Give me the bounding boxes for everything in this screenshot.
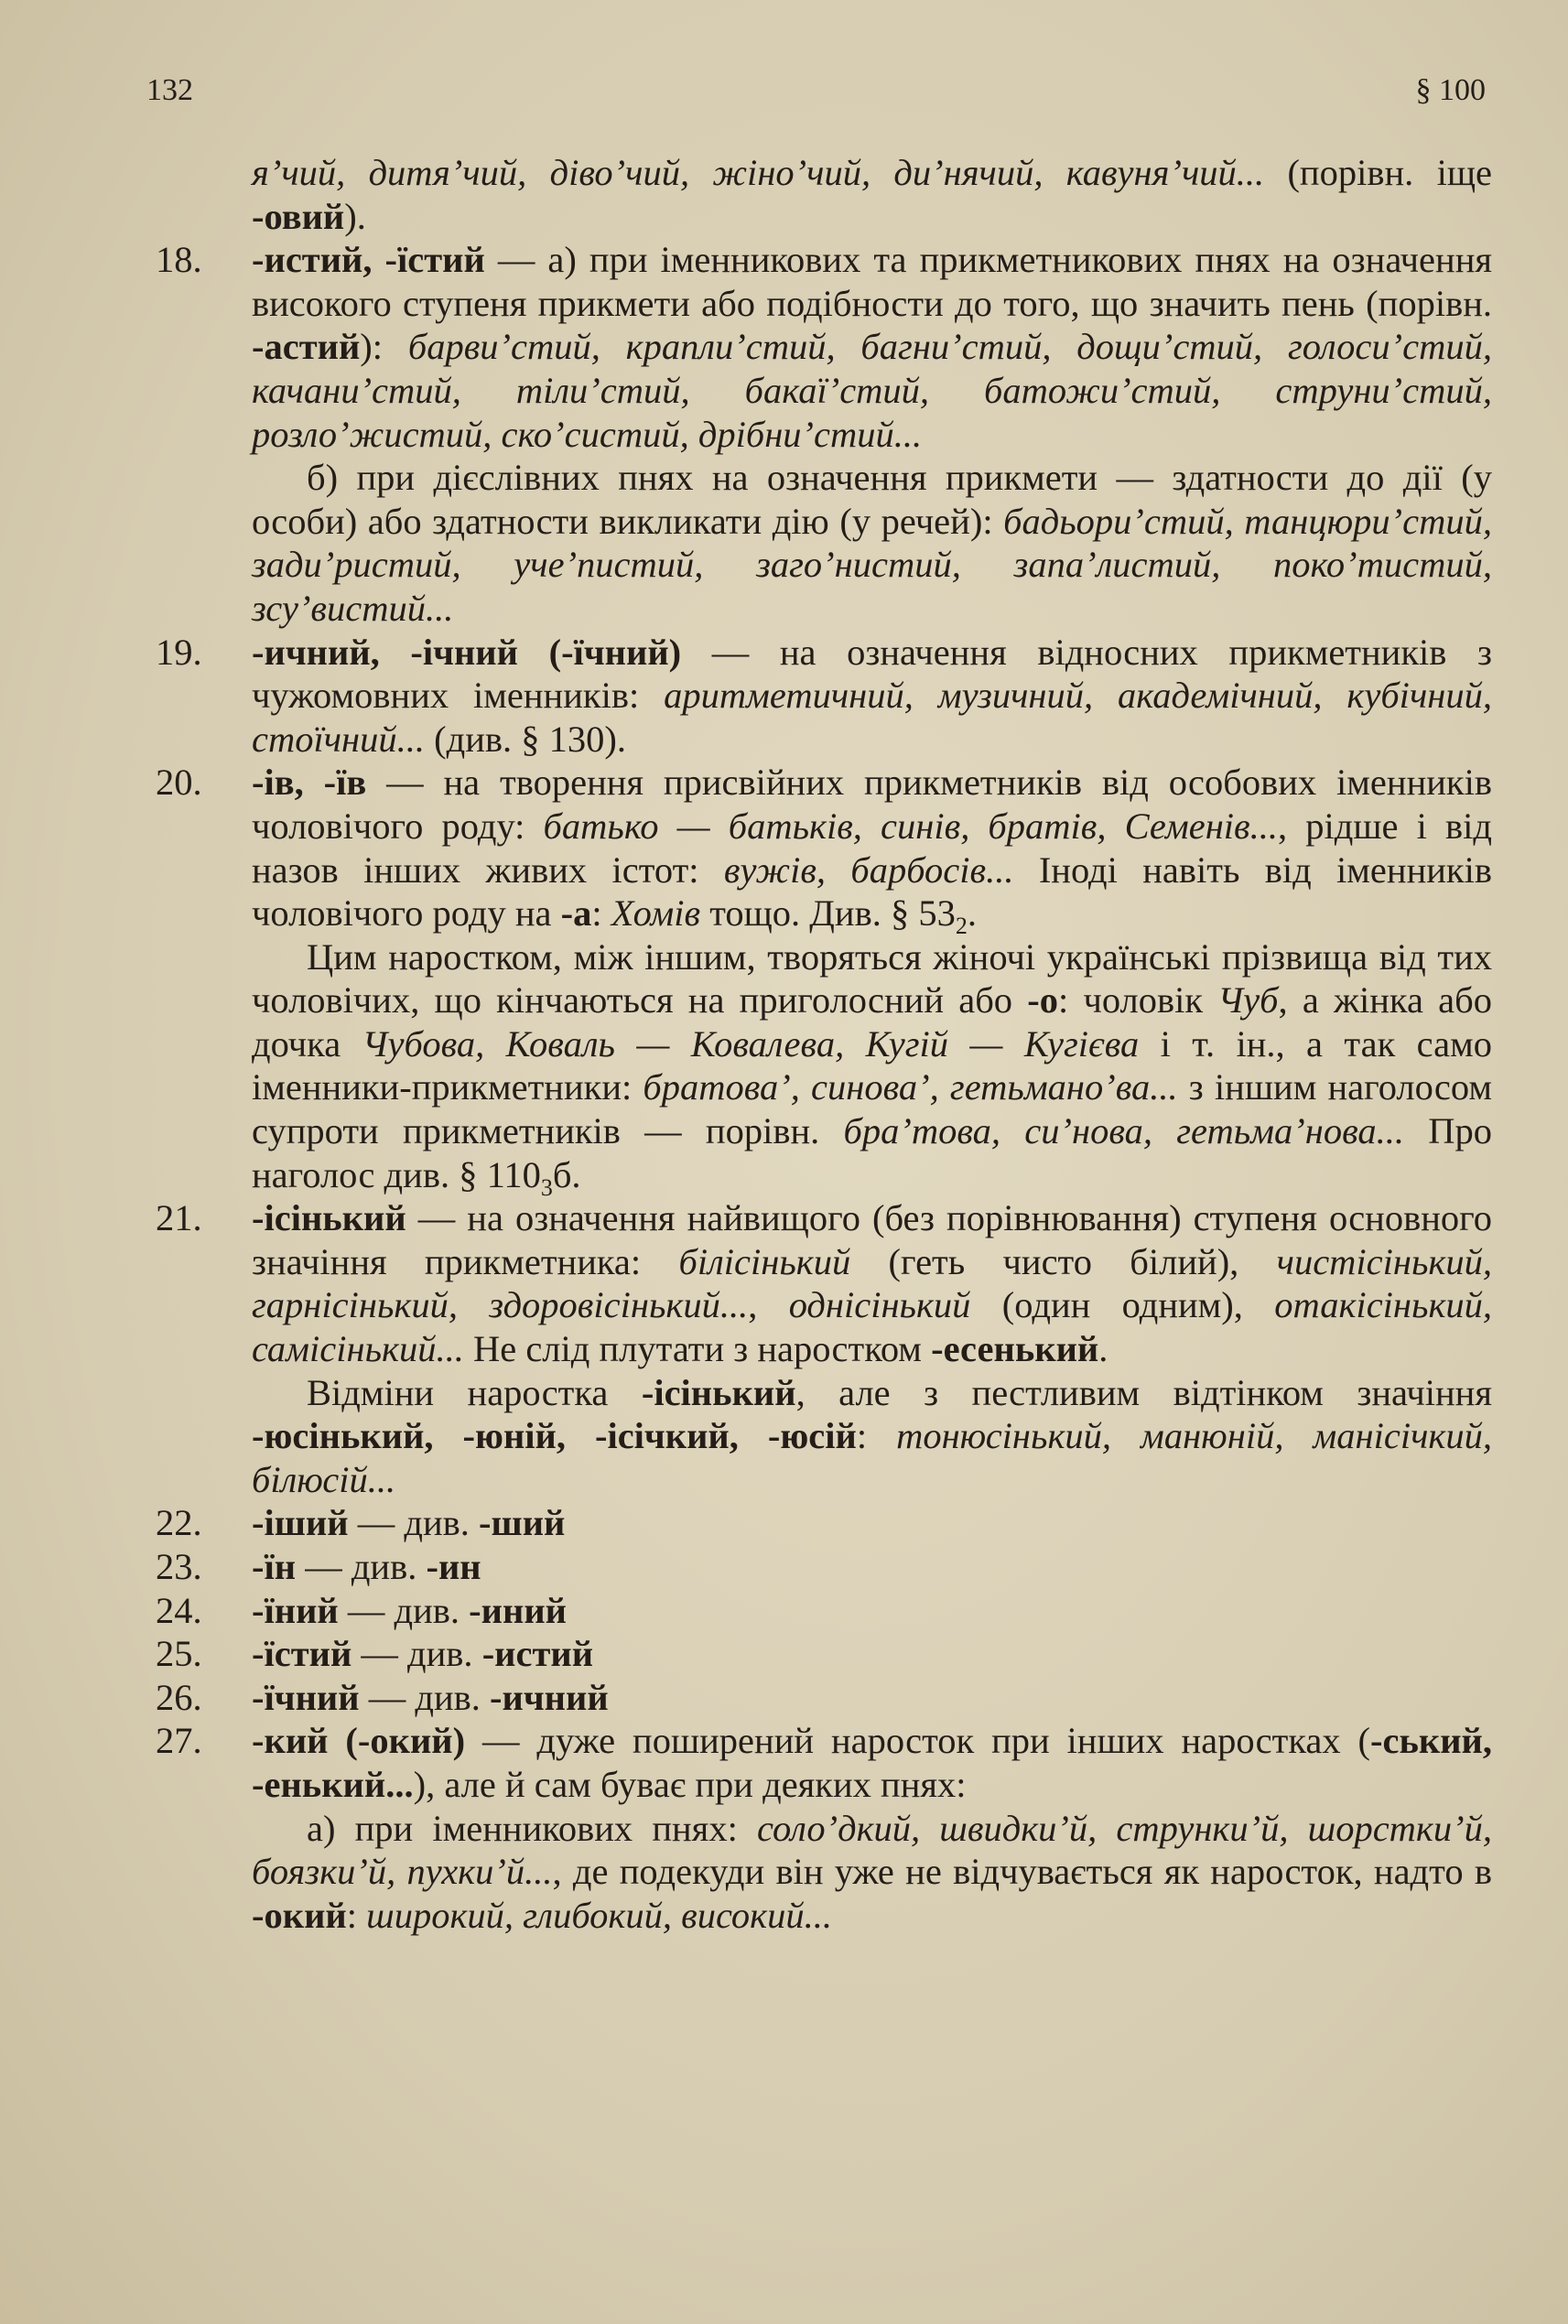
text-run: ).: [344, 195, 366, 237]
item-paragraph: [252, 1807, 1492, 1938]
text-run: — див.: [351, 1633, 482, 1675]
suffix-term: -ісінький: [252, 1197, 406, 1239]
subscript: 3: [540, 1173, 553, 1201]
text-run: і т. ін., а так само іменники-прикметники:: [252, 1022, 1493, 1108]
text-run: тощо. Див. § 53: [700, 892, 956, 935]
text-run: — див.: [348, 1502, 480, 1544]
example-words: однісінький: [788, 1284, 971, 1326]
item-number: 24.: [156, 1589, 202, 1631]
text-run: — див.: [359, 1676, 490, 1718]
text-run: : чоловік: [1058, 979, 1218, 1021]
example-words: чистісінький, гарнісінький, здоровісінький...: [252, 1240, 1492, 1326]
item-paragraph: [252, 1371, 1492, 1502]
suffix-term: -иний: [469, 1589, 567, 1631]
list-item: [156, 631, 1492, 762]
text-run: а) при іменникових пнях:: [307, 1807, 757, 1849]
suffix-term: -їчний: [252, 1676, 360, 1718]
item-number: 18.: [156, 239, 202, 281]
text-run: ,: [748, 1284, 789, 1326]
example-words: Хомів: [611, 892, 701, 935]
item-number: 27.: [156, 1720, 202, 1762]
text-run: :: [346, 1894, 367, 1936]
item-paragraph: [252, 631, 1492, 762]
item-number: 21.: [156, 1197, 202, 1239]
text-run: .: [1098, 1328, 1108, 1370]
item-paragraph: [252, 1676, 1492, 1720]
suffix-term: -истий: [481, 1633, 594, 1675]
suffix-term: -їний: [252, 1589, 339, 1631]
list-item: [156, 1676, 1492, 1720]
example-words: барви’стий, крапли’стий, багни’стий, дощи’стий, голоси’стий, качани’стий, тіли’стий, бакаї’стий, батожи’стий, струни’стий, розло’жистий, ско’систий, дрібни’стий...: [252, 326, 1492, 455]
item-paragraph: [252, 1545, 1492, 1589]
example-words: Чуб: [1217, 979, 1279, 1021]
suffix-term: -ісінький: [641, 1371, 796, 1413]
example-words: братова’, синова’, гетьмано’ва...: [643, 1066, 1178, 1108]
intro-continuation: [156, 151, 1492, 238]
suffix-term: -а: [560, 892, 592, 935]
intro-text: [252, 151, 1492, 238]
text-run: ):: [360, 326, 408, 368]
list-item: [156, 238, 1492, 456]
suffix-term: -ин: [426, 1546, 481, 1587]
page-body: [156, 151, 1492, 1937]
text-run: — а) при іменникових та прикметникових пнях на означення високого ступеня прикмети або подібности до того, що значить пень (порівн.: [252, 239, 1493, 324]
item-number: 22.: [156, 1502, 202, 1544]
text-run: , де подекуди він уже не відчувається як наросток, надто в: [552, 1851, 1492, 1893]
section-number: § 100: [1415, 73, 1486, 107]
item-paragraph: [252, 456, 1492, 630]
suffix-term: -окий: [252, 1894, 347, 1936]
list-item: [156, 761, 1493, 1201]
suffix-term: -ський, -енький...: [252, 1720, 1492, 1805]
text-run: :: [856, 1415, 897, 1457]
subscript: 2: [955, 913, 968, 940]
text-run: , а жінка або дочка: [252, 979, 1492, 1065]
item-number: 23.: [156, 1546, 202, 1587]
item-paragraph: [252, 1501, 1492, 1545]
text-run: Про наголос див. § 110: [252, 1110, 1493, 1195]
item-number: 19.: [156, 631, 202, 673]
example-words: вужів, барбосів...: [723, 849, 1014, 891]
text-run: :: [591, 892, 611, 935]
text-run: — на творення присвійних прикметників від особових іменників чоловічого роду:: [252, 762, 1492, 847]
page-number: 132: [146, 73, 193, 107]
suffix-term: -есенький: [931, 1328, 1099, 1370]
suffix-term: -ів, -їв: [252, 762, 367, 804]
list-item: [156, 1632, 1492, 1676]
example-words: бадьори’стий, танцюри’стий, зади’ристий, уче’пистий, заго’нистий, запа’листий, поко’тистий, зсу’вистий...: [252, 500, 1492, 629]
suffix-term: -ичний, -ічний (-їчний): [252, 631, 682, 673]
text-run: (геть чисто білий),: [850, 1240, 1277, 1282]
suffix-term: -овий: [252, 195, 345, 237]
text-run: б.: [552, 1153, 581, 1195]
item-paragraph: [252, 1719, 1492, 1806]
example-words: бра’това, си’нова, гетьма’нова...: [843, 1110, 1405, 1152]
item-paragraph: [252, 1632, 1492, 1676]
suffix-term: -ичний: [490, 1676, 609, 1718]
example-words: білісінький: [678, 1240, 851, 1282]
text-run: Відміни наростка: [307, 1371, 642, 1413]
item-paragraph: [252, 761, 1492, 940]
suffix-term: -астий: [252, 326, 361, 368]
text-run: , рідше і від назов інших живих істот:: [252, 805, 1492, 891]
item-number: 26.: [156, 1676, 202, 1718]
text-run: Цим наростком, між іншим, творяться жіночі українські прізвища від тих чоловічих, що кінчаються на приголосний або: [252, 935, 1492, 1021]
item-number: 20.: [156, 762, 202, 804]
list-item: [156, 456, 1492, 630]
suffix-term: -іший: [252, 1502, 349, 1544]
example-words: батько — батьків, синів, братів, Семенів...: [543, 805, 1278, 847]
suffix-term: -їн: [252, 1546, 297, 1587]
text-run: Іноді навіть від іменників чоловічого роду на: [252, 849, 1492, 935]
text-run: — на означення найвищого (без порівнювання) ступеня основного значіння прикметника:: [252, 1197, 1492, 1282]
example-words: отакісінький, самісінький...: [252, 1284, 1493, 1370]
text-run: — див.: [338, 1589, 470, 1631]
list-item: [156, 1501, 1492, 1545]
item-paragraph: [252, 1196, 1492, 1370]
example-words: соло’дкий, швидки’й, струнки’й, шорстки’й, боязки’й, пухки’й...: [252, 1807, 1492, 1893]
text-run: ), але й сам буває при деяких пнях:: [413, 1763, 967, 1805]
text-run: — на означення відносних прикметників з чужомовних іменників:: [252, 631, 1492, 717]
item-paragraph: [252, 935, 1493, 1201]
list-item: [156, 1719, 1492, 1937]
text-run: (див. § 130).: [425, 718, 627, 760]
suffix-term: -юсінький, -юній, -ісічкий, -юсій: [252, 1415, 857, 1457]
suffix-term: -ший: [479, 1502, 566, 1544]
text-run: , але з пестливим відтінком значіння: [795, 1371, 1492, 1413]
text-run: з іншим наголосом супроти прикметників — порівн.: [252, 1066, 1492, 1152]
text-run: — дуже поширений наросток при інших наростках (: [465, 1720, 1370, 1762]
example-words: Чубова, Коваль — Ковалева, Кугій — Кугієва: [362, 1022, 1140, 1065]
example-words: тонюсінький, манюній, манісічкий, білюсій...: [252, 1415, 1492, 1500]
item-paragraph: [252, 1589, 1492, 1633]
suffix-term: -їстий: [252, 1633, 352, 1675]
item-paragraph: [252, 238, 1492, 456]
list-item: [156, 1196, 1492, 1501]
example-words: я’чий, дитя’чий, діво’чий, жіно’чий, ди’нячий, кавуня’чий...: [252, 152, 1265, 193]
list-item: [156, 1589, 1492, 1633]
suffix-term: -истий, -їстий: [252, 239, 485, 281]
example-words: широкий, глибокий, високий...: [366, 1894, 832, 1936]
list-item: [156, 1545, 1492, 1589]
text-run: (порівн. іще: [1264, 152, 1493, 193]
text-run: — див.: [296, 1546, 427, 1587]
suffix-term: -о: [1027, 979, 1059, 1021]
suffix-list: [156, 238, 1492, 1937]
text-run: .: [967, 892, 977, 935]
suffix-term: -кий (-окий): [252, 1720, 466, 1762]
item-number: 25.: [156, 1633, 202, 1675]
text-run: б) при дієслівних пнях на означення прикмети — здатности до дії (у особи) або здатности викликати дію (у речей):: [252, 457, 1492, 542]
example-words: аритметичний, музичний, академічний, кубічний, стоїчний...: [252, 675, 1492, 760]
text-run: (один одним),: [970, 1284, 1275, 1326]
text-run: Не слід плутати з наростком: [463, 1328, 932, 1370]
